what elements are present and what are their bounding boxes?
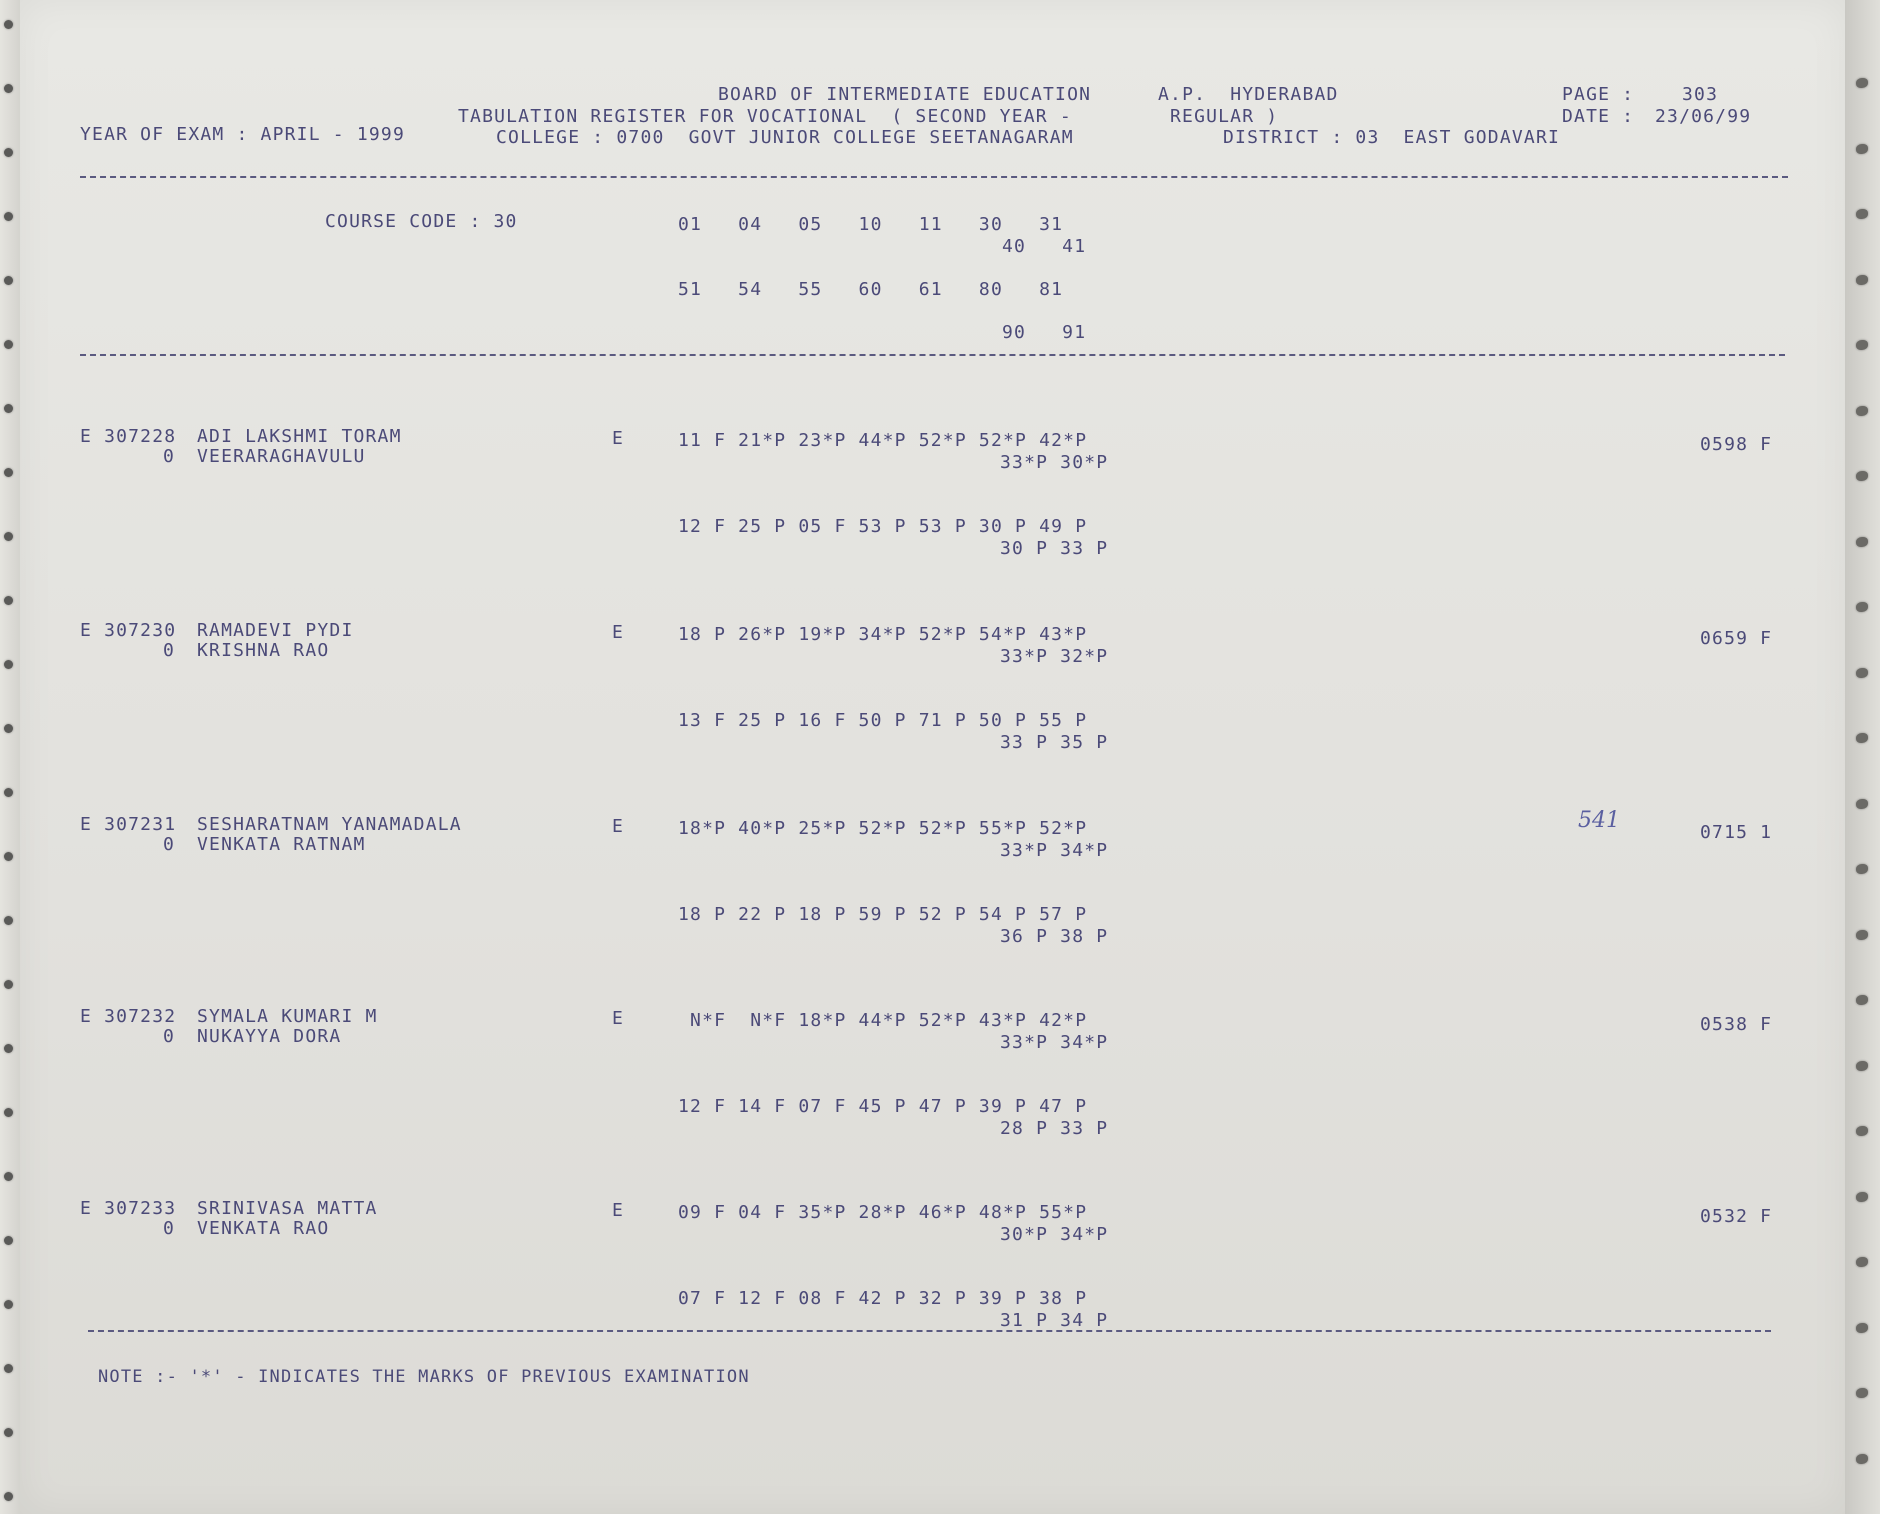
- binding-hole: [4, 596, 13, 605]
- student-id: E 307228: [80, 426, 177, 447]
- feed-hole: [1856, 799, 1868, 809]
- college-info: COLLEGE : 0700 GOVT JUNIOR COLLEGE SEETANAGARAM: [496, 127, 1074, 148]
- marks-current-extra: 30*P 34*P: [1000, 1224, 1109, 1245]
- father-prefix: 0: [163, 1026, 176, 1047]
- binding-hole: [4, 276, 13, 285]
- district-info: DISTRICT : 03 EAST GODAVARI: [1223, 127, 1561, 148]
- feed-hole: [1856, 340, 1868, 350]
- total-result: 0659 F: [1700, 628, 1773, 649]
- course-code: COURSE CODE : 30: [325, 211, 518, 232]
- binding-hole: [4, 468, 13, 477]
- marks-previous: 13 F 25 P 16 F 50 P 71 P 50 P 55 P: [678, 710, 1088, 731]
- father-prefix: 0: [163, 640, 176, 661]
- student-name: SRINIVASA MATTA: [197, 1198, 378, 1219]
- binding-hole: [4, 404, 13, 413]
- course-subjects-row1: 01 04 05 10 11 30 31: [678, 214, 1064, 235]
- right-page-edge: [1845, 0, 1880, 1514]
- marks-current: 18 P 26*P 19*P 34*P 52*P 54*P 43*P: [678, 624, 1088, 645]
- student-id: E 307230: [80, 620, 177, 641]
- marks-current-extra: 33*P 34*P: [1000, 840, 1109, 861]
- marks-previous-extra: 31 P 34 P: [1000, 1310, 1109, 1331]
- father-name: VENKATA RAO: [197, 1218, 330, 1239]
- feed-hole: [1856, 1192, 1868, 1202]
- binding-hole: [4, 724, 13, 733]
- student-name: SYMALA KUMARI M: [197, 1006, 378, 1027]
- feed-hole: [1856, 275, 1868, 285]
- feed-hole: [1856, 1454, 1868, 1464]
- marks-current-extra: 33*P 34*P: [1000, 1032, 1109, 1053]
- binding-hole: [4, 84, 13, 93]
- marks-current: 09 F 04 F 35*P 28*P 46*P 48*P 55*P: [678, 1202, 1088, 1223]
- marks-previous-extra: 30 P 33 P: [1000, 538, 1109, 559]
- marks-current-extra: 33*P 30*P: [1000, 452, 1109, 473]
- father-prefix: 0: [163, 1218, 176, 1239]
- student-name: RAMADEVI PYDI: [197, 620, 354, 641]
- student-id: E 307233: [80, 1198, 177, 1219]
- feed-hole: [1856, 209, 1868, 219]
- medium: E: [612, 428, 625, 449]
- course-divider: [80, 354, 1785, 356]
- father-name: VENKATA RATNAM: [197, 834, 366, 855]
- student-id: E 307231: [80, 814, 177, 835]
- year-of-exam: YEAR OF EXAM : APRIL - 1999: [80, 124, 405, 145]
- binding-hole: [4, 1108, 13, 1117]
- feed-hole: [1856, 1061, 1868, 1071]
- marks-previous-extra: 36 P 38 P: [1000, 926, 1109, 947]
- binding-hole: [4, 1236, 13, 1245]
- left-page-edge: [0, 0, 20, 1514]
- marks-current-extra: 33*P 32*P: [1000, 646, 1109, 667]
- medium: E: [612, 1200, 625, 1221]
- feed-hole: [1856, 930, 1868, 940]
- binding-hole: [4, 1428, 13, 1437]
- marks-previous-extra: 33 P 35 P: [1000, 732, 1109, 753]
- total-result: 0598 F: [1700, 434, 1773, 455]
- binding-hole: [4, 788, 13, 797]
- medium: E: [612, 622, 625, 643]
- feed-hole: [1856, 995, 1868, 1005]
- binding-hole: [4, 1300, 13, 1309]
- feed-hole: [1856, 1388, 1868, 1398]
- course-subjects-row3: 90 91: [1002, 322, 1087, 343]
- binding-hole: [4, 340, 13, 349]
- feed-hole: [1856, 602, 1868, 612]
- feed-hole: [1856, 1257, 1868, 1267]
- medium: E: [612, 816, 625, 837]
- student-name: ADI LAKSHMI TORAM: [197, 426, 402, 447]
- footer-note: NOTE :- '*' - INDICATES THE MARKS OF PREVIOUS EXAMINATION: [98, 1367, 750, 1387]
- feed-hole: [1856, 406, 1868, 416]
- marks-current: 11 F 21*P 23*P 44*P 52*P 52*P 42*P: [678, 430, 1088, 451]
- feed-hole: [1856, 78, 1868, 88]
- page-label: PAGE :: [1562, 84, 1635, 105]
- page-number: 303: [1682, 84, 1719, 105]
- marks-previous: 12 F 25 P 05 F 53 P 53 P 30 P 49 P: [678, 516, 1088, 537]
- course-subjects-row1b: 40 41: [1002, 236, 1087, 257]
- feed-hole: [1856, 537, 1868, 547]
- father-name: NUKAYYA DORA: [197, 1026, 342, 1047]
- header-divider: [80, 176, 1788, 178]
- date-label: DATE :: [1562, 106, 1635, 127]
- father-name: KRISHNA RAO: [197, 640, 330, 661]
- student-id: E 307232: [80, 1006, 177, 1027]
- student-name: SESHARATNAM YANAMADALA: [197, 814, 462, 835]
- marks-current: N*F N*F 18*P 44*P 52*P 43*P 42*P: [678, 1010, 1088, 1031]
- total-result: 0538 F: [1700, 1014, 1773, 1035]
- feed-hole: [1856, 668, 1868, 678]
- handwritten-mark: 541: [1578, 808, 1620, 833]
- marks-previous: 12 F 14 F 07 F 45 P 47 P 39 P 47 P: [678, 1096, 1088, 1117]
- regular-label: REGULAR ): [1170, 106, 1279, 127]
- marks-current: 18*P 40*P 25*P 52*P 52*P 55*P 52*P: [678, 818, 1088, 839]
- binding-hole: [4, 532, 13, 541]
- binding-hole: [4, 1172, 13, 1181]
- feed-hole: [1856, 1323, 1868, 1333]
- binding-hole: [4, 1492, 13, 1501]
- binding-hole: [4, 916, 13, 925]
- total-result: 0715 1: [1700, 822, 1773, 843]
- binding-hole: [4, 980, 13, 989]
- marks-previous: 07 F 12 F 08 F 42 P 32 P 39 P 38 P: [678, 1288, 1088, 1309]
- binding-hole: [4, 148, 13, 157]
- footer-divider: [88, 1330, 1771, 1332]
- binding-hole: [4, 852, 13, 861]
- board-location: A.P. HYDERABAD: [1158, 84, 1339, 105]
- course-subjects-row2: 51 54 55 60 61 80 81: [678, 279, 1064, 300]
- board-title: BOARD OF INTERMEDIATE EDUCATION: [718, 84, 1092, 105]
- feed-hole: [1856, 864, 1868, 874]
- marks-previous-extra: 28 P 33 P: [1000, 1118, 1109, 1139]
- father-prefix: 0: [163, 834, 176, 855]
- feed-hole: [1856, 144, 1868, 154]
- binding-hole: [4, 1044, 13, 1053]
- register-title: TABULATION REGISTER FOR VOCATIONAL ( SECOND YEAR -: [458, 106, 1072, 127]
- date-value: 23/06/99: [1655, 106, 1752, 127]
- binding-hole: [4, 212, 13, 221]
- feed-hole: [1856, 471, 1868, 481]
- binding-hole: [4, 20, 13, 29]
- binding-hole: [4, 660, 13, 669]
- feed-hole: [1856, 733, 1868, 743]
- medium: E: [612, 1008, 625, 1029]
- total-result: 0532 F: [1700, 1206, 1773, 1227]
- father-prefix: 0: [163, 446, 176, 467]
- binding-hole: [4, 1364, 13, 1373]
- father-name: VEERARAGHAVULU: [197, 446, 366, 467]
- marks-previous: 18 P 22 P 18 P 59 P 52 P 54 P 57 P: [678, 904, 1088, 925]
- feed-hole: [1856, 1126, 1868, 1136]
